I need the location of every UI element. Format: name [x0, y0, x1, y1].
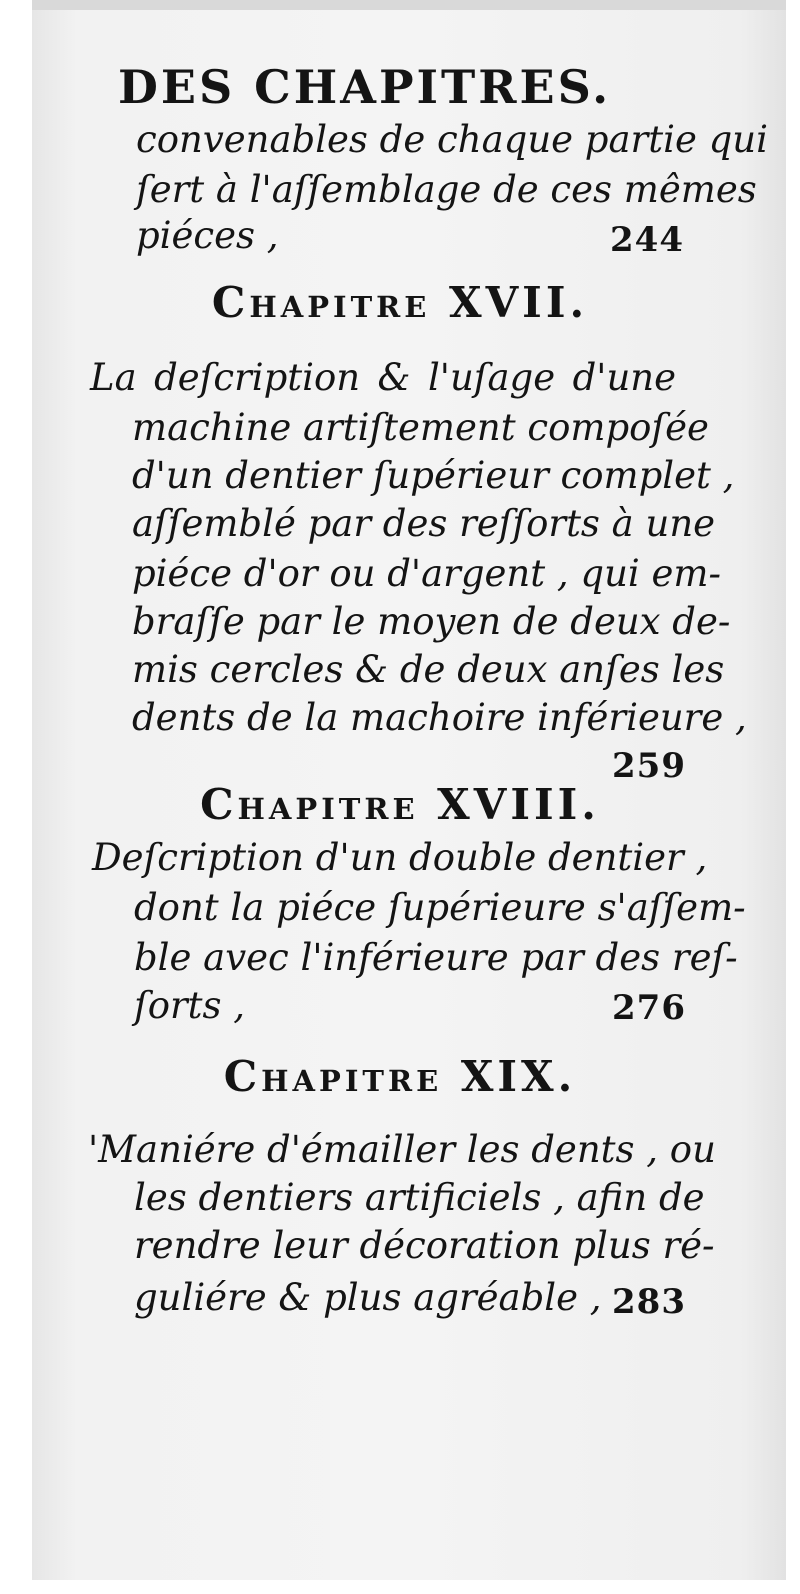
chapter-title: Chapitre XIX.	[223, 1052, 577, 1101]
entry-line: ble avec l'inférieure par des reſ-	[134, 936, 738, 979]
page-number: 259	[612, 746, 686, 786]
entry-line: guliére & plus agréable ,	[134, 1276, 602, 1319]
running-head: DES CHAPITRES.	[118, 60, 612, 114]
entry-line: convenables de chaque partie qui	[136, 118, 768, 161]
entry-line: les dentiers artificiels , afin de	[134, 1176, 705, 1219]
entry-line: braſſe par le moyen de deux de-	[132, 600, 731, 643]
entry-line: piéces ,	[136, 214, 279, 257]
entry-line: La deſcription & l'uſage d'une	[90, 356, 676, 399]
entry-line: ſert à l'aſſemblage de ces mêmes	[136, 168, 757, 211]
entry-line: piéce d'or ou d'argent , qui em-	[132, 552, 722, 595]
chapter-title: Chapitre XVII.	[211, 278, 589, 327]
entry-line: rendre leur décoration plus ré-	[134, 1224, 715, 1267]
page-edge	[32, 0, 786, 10]
entry-line: Deſcription d'un double dentier ,	[92, 836, 708, 879]
chapter-title: Chapitre XVIII.	[200, 780, 600, 829]
page-number: 244	[610, 220, 684, 260]
entry-line: dents de la machoire inférieure ,	[132, 696, 747, 739]
entry-line: mis cercles & de deux anſes les	[132, 648, 725, 691]
entry-line: ſorts ,	[134, 984, 246, 1027]
entry-line: dont la piéce ſupérieure s'aſſem-	[134, 886, 746, 929]
entry-line: machine artiſtement compoſée	[132, 406, 709, 449]
page-number: 276	[612, 988, 686, 1028]
entry-line: 'Maniére d'émailler les dents , ou	[88, 1128, 716, 1171]
entry-line: d'un dentier ſupérieur complet ,	[132, 454, 735, 497]
page-number: 283	[612, 1282, 686, 1322]
entry-line: aſſemblé par des reſſorts à une	[132, 502, 716, 545]
